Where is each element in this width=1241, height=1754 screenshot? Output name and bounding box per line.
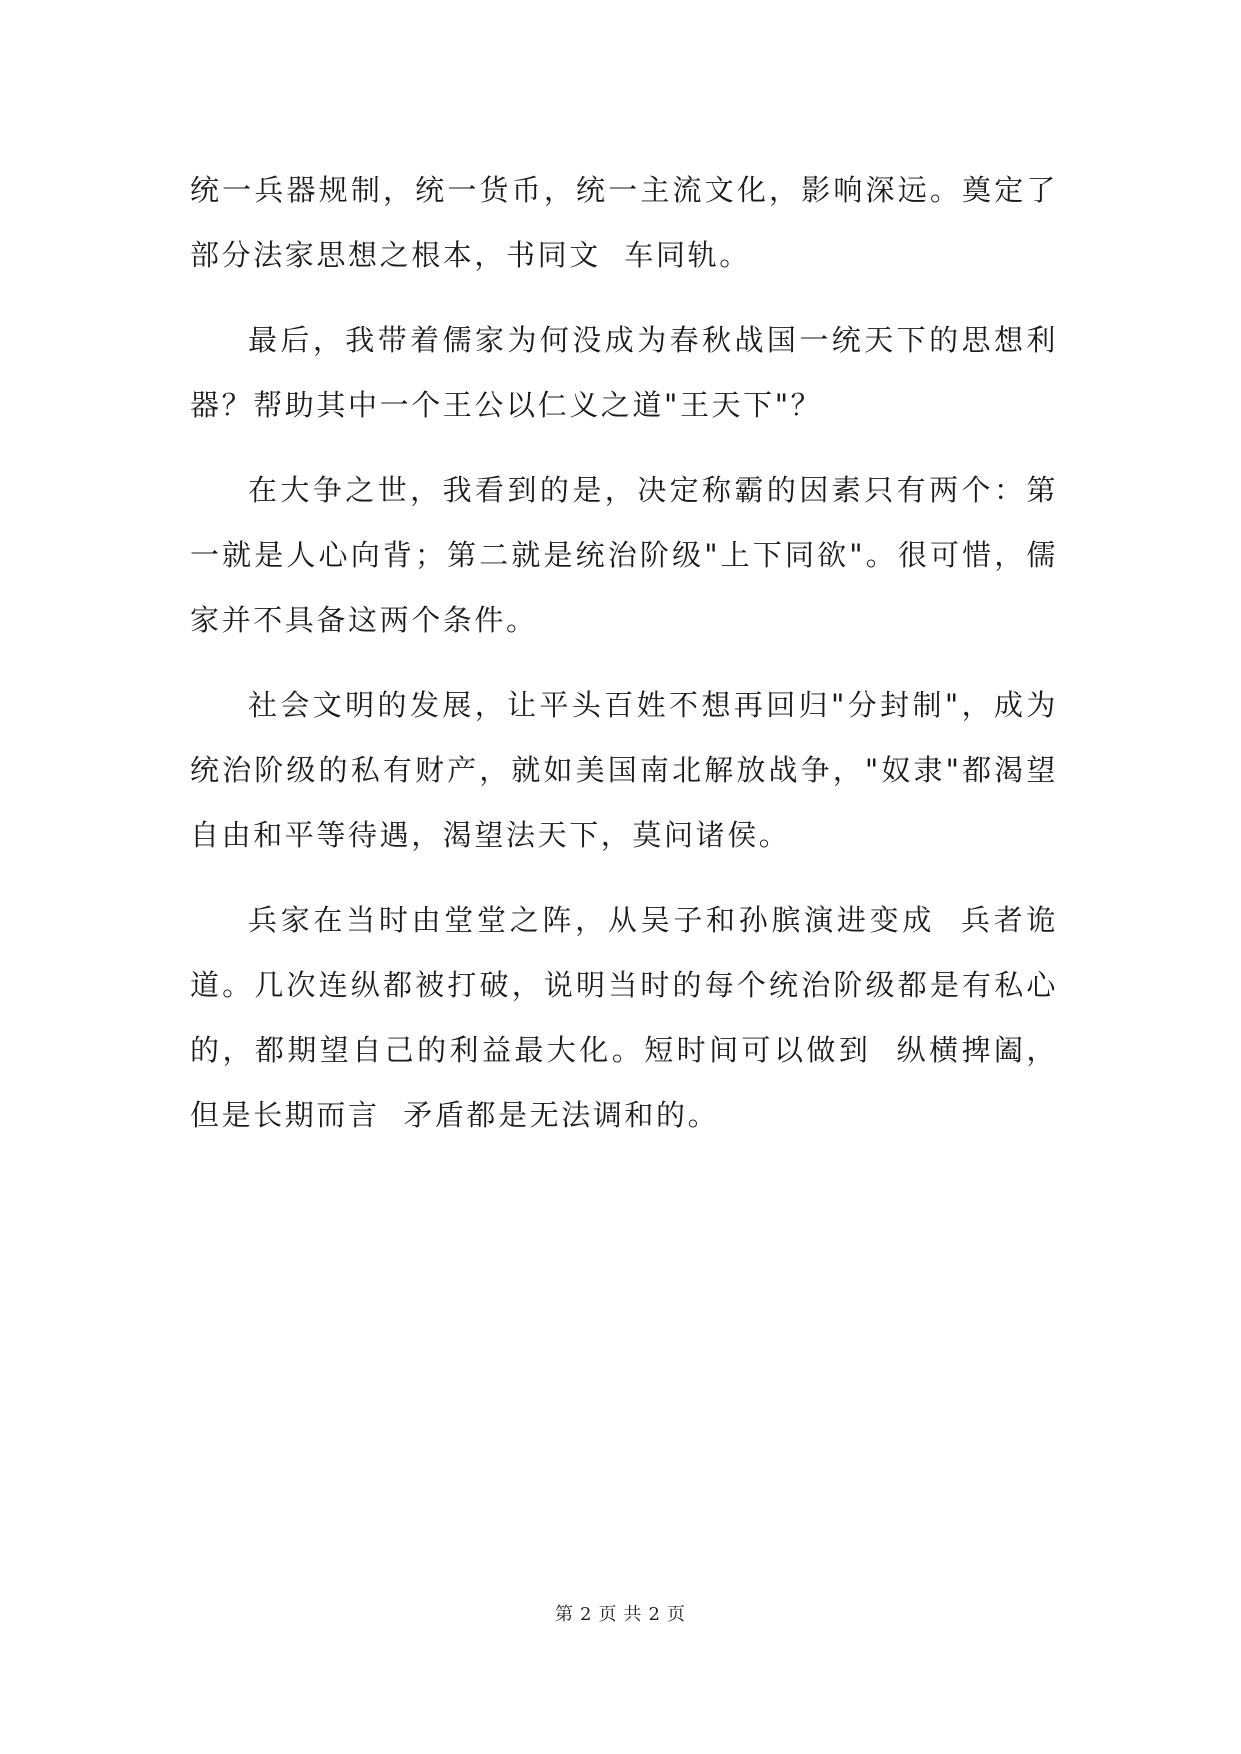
paragraph-3: 在大争之世，我看到的是，决定称霸的因素只有两个：第一就是人心向背；第二就是统治阶级"上下同欲"。很可惜，儒家并不具备这两个条件。 (190, 473, 1058, 637)
page-footer (0, 1600, 1241, 1626)
document-body (190, 158, 1058, 1168)
footer-page-word: 页 (598, 1604, 618, 1625)
paragraph-4: 社会文明的发展，让平头百姓不想再回归"分封制"，成为统治阶级的私有财产，就如美国南北解放战争，"奴隶"都渴望自由和平等待遇，渴望法天下，莫问诸侯。 (190, 688, 1058, 852)
footer-suffix: 页 (666, 1604, 686, 1625)
paragraph-1: 统一兵器规制，统一货币，统一主流文化，影响深远。奠定了部分法家思想之根本，书同文 车同轨。 (190, 173, 1058, 272)
paragraph-2: 最后，我带着儒家为何没成为春秋战国一统天下的思想利器？帮助其中一个王公以仁义之道"王天下"？ (190, 323, 1058, 422)
footer-current-page: 2 (580, 1604, 593, 1625)
footer-total-pages: 2 (648, 1604, 661, 1625)
footer-total-word: 共 (623, 1604, 643, 1625)
paragraph-5: 兵家在当时由堂堂之阵，从吴子和孙膑演进变成 兵者诡道。几次连纵都被打破，说明当时的每个统治阶级都是有私心的，都期望自己的利益最大化。短时间可以做到 纵横捭阖，但是长期而言 矛盾都是无法调和的。 (190, 903, 1058, 1132)
footer-prefix: 第 (555, 1604, 575, 1625)
